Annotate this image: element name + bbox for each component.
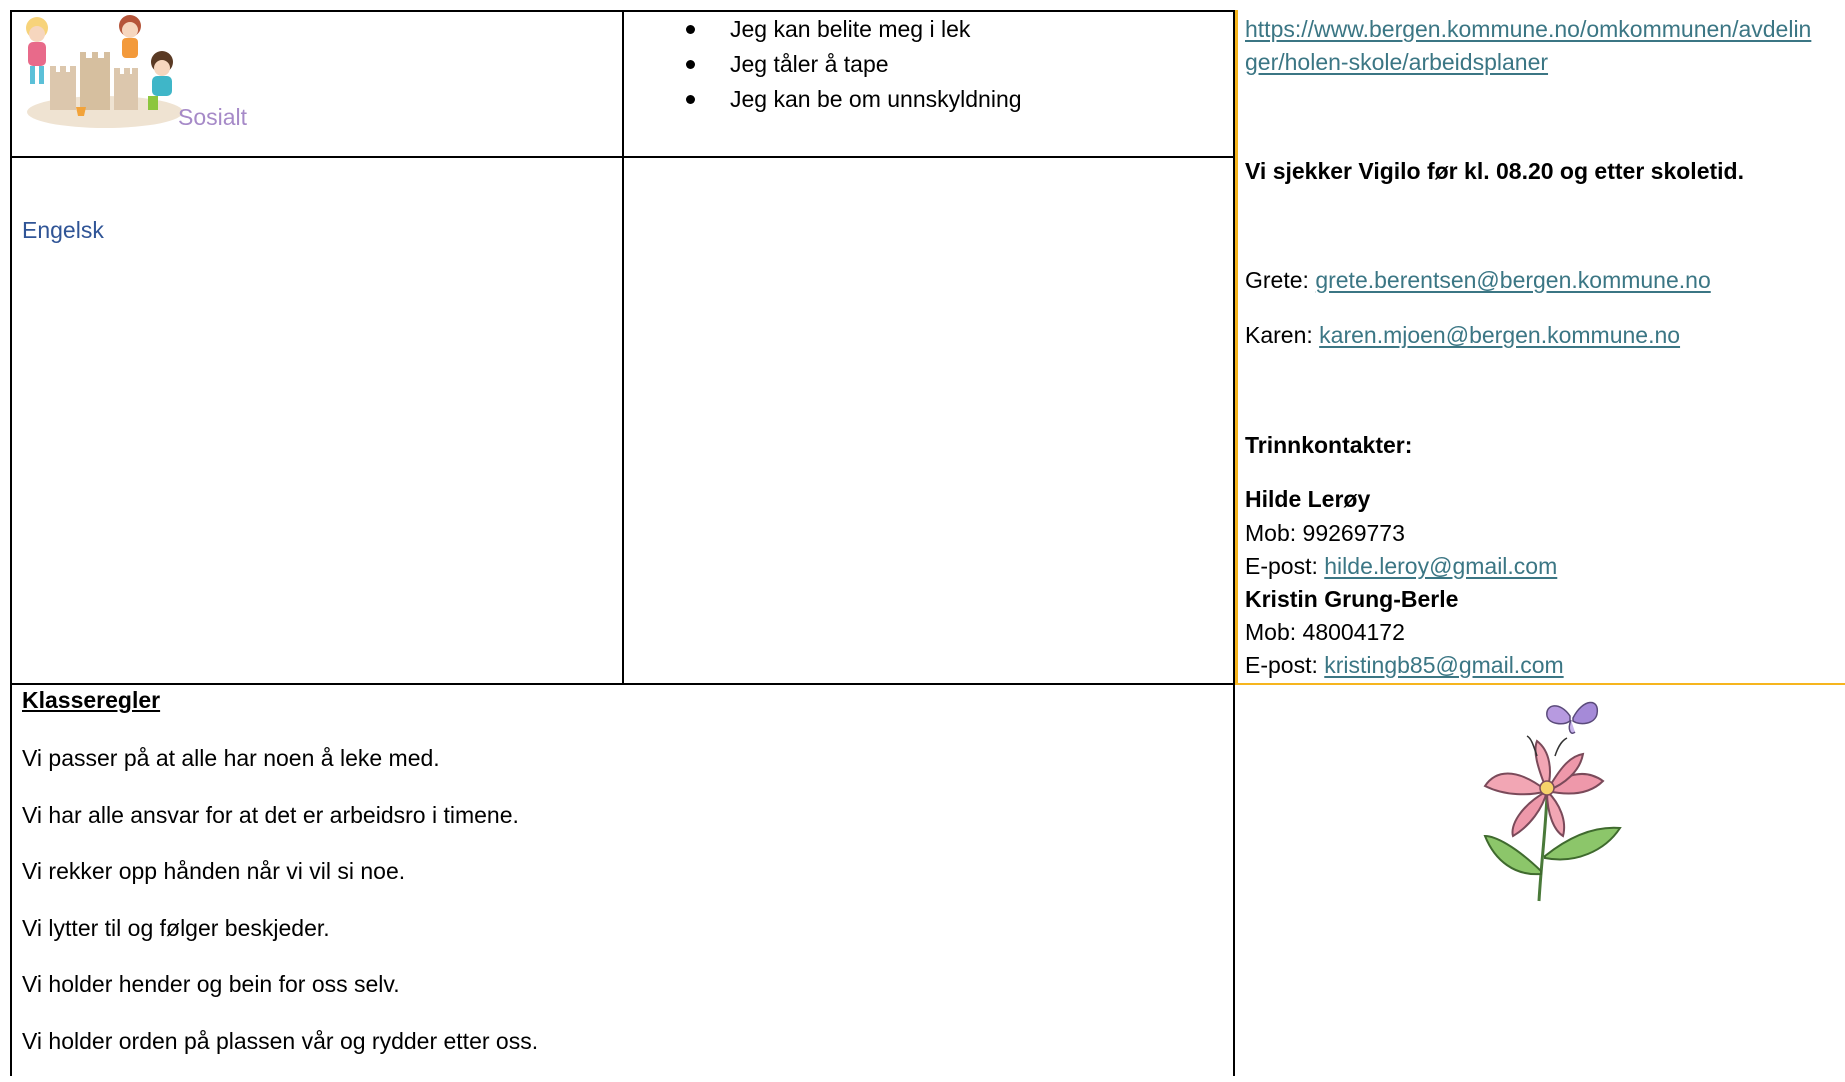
list-item: Vi holder hender og bein for oss selv.: [22, 969, 538, 1026]
subject-label-engelsk: Engelsk: [22, 215, 104, 245]
bullet-icon: [686, 25, 695, 34]
arbeidsplaner-link-line1[interactable]: https://www.bergen.kommune.no/omkommunen/avdelin: [1245, 14, 1811, 44]
class-rules: [22, 687, 538, 1082]
trinnkontakter-heading: Trinnkontakter:: [1245, 430, 1412, 460]
class-rules-title: Klasseregler: [22, 687, 538, 743]
grete-email-link[interactable]: grete.berentsen@bergen.kommune.no: [1315, 267, 1710, 293]
list-item: Jeg tåler å tape: [680, 49, 1022, 84]
list-item: Vi lytter til og følger beskjeder.: [22, 913, 538, 970]
karen-label: Karen:: [1245, 322, 1319, 348]
children-sandcastle-illustration: [20, 12, 190, 130]
contact2-name: Kristin Grung-Berle: [1245, 584, 1458, 614]
info-cell-bottom-accent: [1235, 683, 1845, 685]
list-item: Vi har alle ansvar for at det er arbeidsro i timene.: [22, 800, 538, 857]
contact1-mobile: Mob: 99269773: [1245, 518, 1405, 548]
arbeidsplaner-link-line2[interactable]: ger/holen-skole/arbeidsplaner: [1245, 47, 1548, 77]
contact2-email: [1245, 650, 1564, 680]
contact2-mobile: Mob: 48004172: [1245, 617, 1405, 647]
list-item: Jeg kan belite meg i lek: [680, 14, 1022, 49]
contact1-name: Hilde Lerøy: [1245, 484, 1370, 514]
row-divider-2: [10, 683, 1236, 685]
list-item: Vi holder orden på plassen vår og rydder etter oss.: [22, 1026, 538, 1082]
vigilo-note: Vi sjekker Vigilo før kl. 08.20 og etter skoletid.: [1245, 156, 1744, 186]
list-item: Vi passer på at alle har noen å leke med.: [22, 743, 538, 800]
contact1-email: [1245, 551, 1557, 581]
column-divider-1: [622, 10, 624, 685]
contact2-email-link[interactable]: kristingb85@gmail.com: [1324, 652, 1563, 678]
flower-butterfly-illustration: [1475, 696, 1625, 906]
goals-bullet-list: [680, 14, 1022, 119]
contact1-email-link[interactable]: hilde.leroy@gmail.com: [1324, 553, 1557, 579]
contact1-email-label: E-post:: [1245, 553, 1324, 579]
grete-contact: [1245, 265, 1711, 295]
grete-label: Grete:: [1245, 267, 1315, 293]
row-divider-1: [10, 156, 1236, 158]
karen-contact: [1245, 320, 1680, 350]
contact2-email-label: E-post:: [1245, 652, 1324, 678]
karen-email-link[interactable]: karen.mjoen@bergen.kommune.no: [1319, 322, 1680, 348]
table-left-border: [10, 10, 12, 1076]
bullet-icon: [686, 60, 695, 69]
info-cell-left-accent: [1235, 10, 1238, 685]
list-item: Vi rekker opp hånden når vi vil si noe.: [22, 856, 538, 913]
subject-label-sosialt: Sosialt: [178, 102, 247, 132]
list-item: Jeg kan be om unnskyldning: [680, 84, 1022, 119]
bullet-icon: [686, 95, 695, 104]
